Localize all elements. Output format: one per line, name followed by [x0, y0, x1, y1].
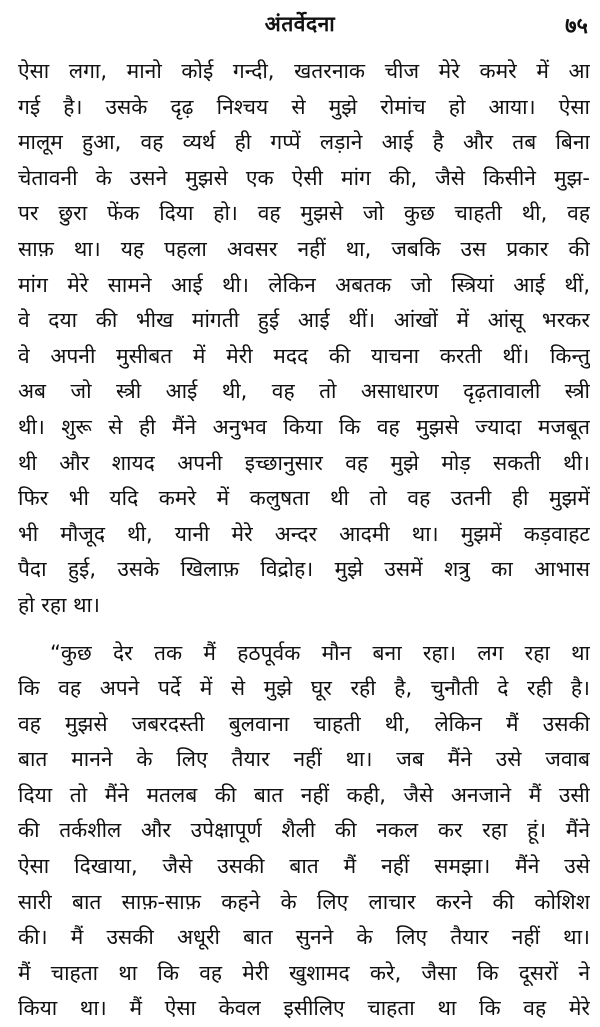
text-line: थी और शायद अपनी इच्छानुसार वह मुझे मोड़ सकती थी।	[18, 446, 590, 482]
text-line: पैदा हुई, उसके खिलाफ़ विद्रोह। मुझे उसमें शत्रु का आभास	[18, 552, 590, 588]
text-line: अब जो स्त्री आई थी, वह तो असाधारण दृढ़तावाली स्त्री	[18, 374, 590, 410]
body-text	[18, 54, 590, 1027]
paragraph-1	[18, 54, 590, 624]
text-line: “कुछ देर तक मैं हठपूर्वक मौन बना रहा। लग रहा था	[18, 636, 590, 672]
text-line: किया था। मैं ऐसा केवल इसीलिए चाहता था कि वह मेरे	[18, 991, 590, 1027]
running-header	[0, 6, 600, 46]
text-line: हो रहा था।	[18, 588, 590, 624]
text-line: की। मैं उसकी अधूरी बात सुनने के लिए तैयार नहीं था।	[18, 920, 590, 956]
text-line: ऐसा लगा, मानो कोई गन्दी, खतरनाक चीज मेरे कमरे में आ	[18, 54, 590, 90]
text-line: पर छुरा फेंक दिया हो। वह मुझसे जो कुछ चाहती थी, वह	[18, 196, 590, 232]
text-line: की तर्कशील और उपेक्षापूर्ण शैली की नकल कर रहा हूं। मैंने	[18, 813, 590, 849]
text-line: ऐसा दिखाया, जैसे उसकी बात मैं नहीं समझा। मैंने उसे	[18, 849, 590, 885]
text-line: दिया तो मैंने मतलब की बात नहीं कही, जैसे अनजाने मैं उसी	[18, 778, 590, 814]
text-line: फिर भी यदि कमरे में कलुषता थी तो वह उतनी ही मुझमें	[18, 481, 590, 517]
text-line: भी मौजूद थी, यानी मेरे अन्दर आदमी था। मुझमें कड़वाहट	[18, 517, 590, 553]
text-line: मैं चाहता था कि वह मेरी खुशामद करे, जैसा कि दूसरों ने	[18, 956, 590, 992]
text-line: वह मुझसे जबरदस्ती बुलवाना चाहती थी, लेकिन मैं उसकी	[18, 707, 590, 743]
text-line: साफ़ था। यह पहला अवसर नहीं था, जबकि उस प्रकार की	[18, 232, 590, 268]
text-line: वे दया की भीख मांगती हुई आई थीं। आंखों में आंसू भरकर	[18, 303, 590, 339]
text-line: थी। शुरू से ही मैंने अनुभव किया कि वह मुझसे ज्यादा मजबूत	[18, 410, 590, 446]
text-line: सारी बात साफ़-साफ़ कहने के लिए लाचार करने की कोशिश	[18, 885, 590, 921]
text-line: कि वह अपने पर्दे में से मुझे घूर रही है, चुनौती दे रही है।	[18, 671, 590, 707]
text-line: चेतावनी के उसने मुझसे एक ऐसी मांग की, जैसे किसीने मुझ-	[18, 161, 590, 197]
text-line: मालूम हुआ, वह व्यर्थ ही गप्पें लड़ाने आई है और तब बिना	[18, 125, 590, 161]
text-line: बात मानने के लिए तैयार नहीं था। जब मैंने उसे जवाब	[18, 742, 590, 778]
page-number: ७५	[565, 10, 588, 40]
text-line: वे अपनी मुसीबत में मेरी मदद की याचना करती थीं। किन्तु	[18, 339, 590, 375]
text-line: गई है। उसके दृढ़ निश्चय से मुझे रोमांच हो आया। ऐसा	[18, 90, 590, 126]
paragraph-gap	[18, 624, 590, 636]
text-line: मांग मेरे सामने आई थी। लेकिन अबतक जो स्त्रियां आई थीं,	[18, 268, 590, 304]
chapter-title: अंतर्वेदना	[0, 10, 600, 38]
paragraph-2	[18, 636, 590, 1027]
